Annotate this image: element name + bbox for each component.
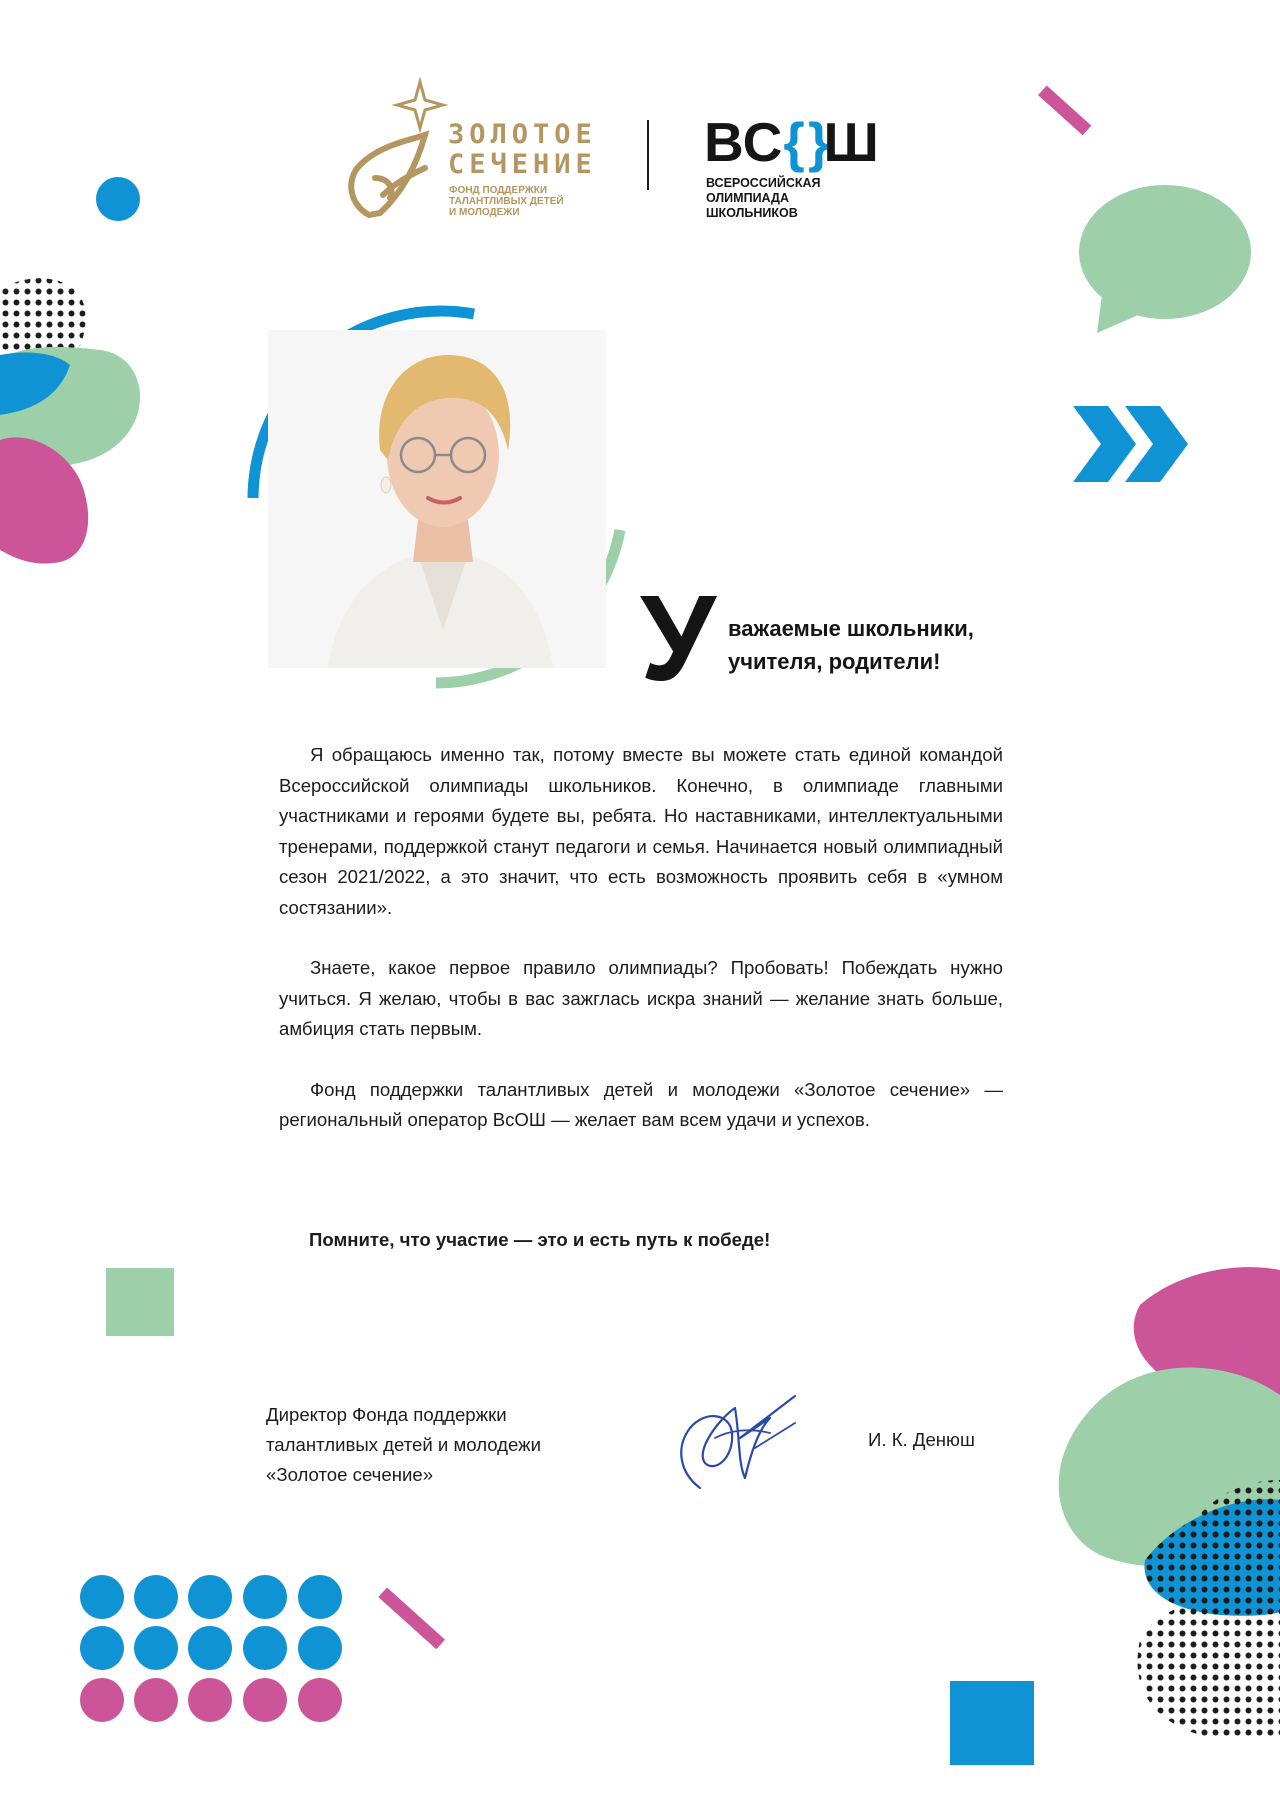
golden-section-logo-title: [448, 120, 597, 180]
green-square: [106, 1268, 174, 1336]
letter-closing: Помните, что участие — это и есть путь к победе!: [309, 1229, 771, 1250]
blue-square: [950, 1681, 1034, 1765]
vsosh-logo-part2: Ш: [823, 111, 880, 173]
letter-body: [279, 740, 1003, 1136]
speech-bubble-icon: [1079, 185, 1251, 333]
director-portrait: [268, 330, 606, 668]
handwritten-signature: [660, 1378, 800, 1498]
dot-grid: [80, 1575, 342, 1722]
golden-section-title-line1: ЗОЛОТОЕ: [448, 119, 597, 150]
signatory-role-line2: талантливых детей и молодежи: [266, 1434, 541, 1455]
signatory-name: И. К. Денюш: [868, 1429, 975, 1450]
double-chevron-icon: [1073, 406, 1188, 482]
golden-section-title-line2: СЕЧЕНИЕ: [448, 149, 597, 180]
golden-section-logo-subtitle: ФОНД ПОДДЕРЖКИ ТАЛАНТЛИВЫХ ДЕТЕЙ И МОЛОДЕЖИ: [449, 185, 564, 218]
signatory-role: [266, 1400, 626, 1490]
vsosh-logo-subtitle: ВСЕРОССИЙСКАЯ ОЛИМПИАДА ШКОЛЬНИКОВ: [706, 176, 821, 220]
magenta-bar-top: [1038, 85, 1091, 135]
dotted-blob-right-lower: [1138, 1596, 1280, 1738]
letter-paragraph-1: Я обращаюсь именно так, потому вместе вы можете стать единой командой Всероссийской олимпиады школьников. Конечно, в олимпиаде главными участниками и героями будете вы, ребята. Но наставниками, интеллектуальными тренерами, поддержкой станут педагоги и семья. Начинается новый олимпиадный сезон 2021/2022, а это значит, что есть возможность проявить себя в «умном состязании».: [279, 744, 1003, 918]
vsosh-logo: [704, 112, 880, 172]
greeting-drop-cap: У: [640, 570, 716, 706]
blue-dot: [96, 177, 140, 221]
signatory-role-line3: «Золотое сечение»: [266, 1464, 434, 1485]
magenta-bar-bottom: [378, 1587, 445, 1649]
vsosh-logo-brackets: { }: [783, 111, 824, 173]
letter-paragraph-2: Знаете, какое первое правило олимпиады? Пробовать! Побеждать нужно учиться. Я желаю, чтобы в вас зажглась искра знаний — желание знать больше, амбиция стать первым.: [279, 957, 1003, 1039]
golden-section-logo-icon: [351, 82, 443, 215]
signatory-role-line1: Директор Фонда поддержки: [266, 1404, 507, 1425]
greeting-line2: учителя, родители!: [728, 649, 941, 674]
greeting-line1: важаемые школьники,: [728, 616, 974, 641]
vsosh-logo-part1: ВС: [704, 111, 784, 173]
greeting: [728, 612, 974, 678]
letter-paragraph-3: Фонд поддержки талантливых детей и молодежи «Золотое сечение» — региональный оператор ВсОШ — желает вам всем удачи и успехов.: [279, 1078, 1003, 1130]
logo-divider: [647, 120, 649, 190]
